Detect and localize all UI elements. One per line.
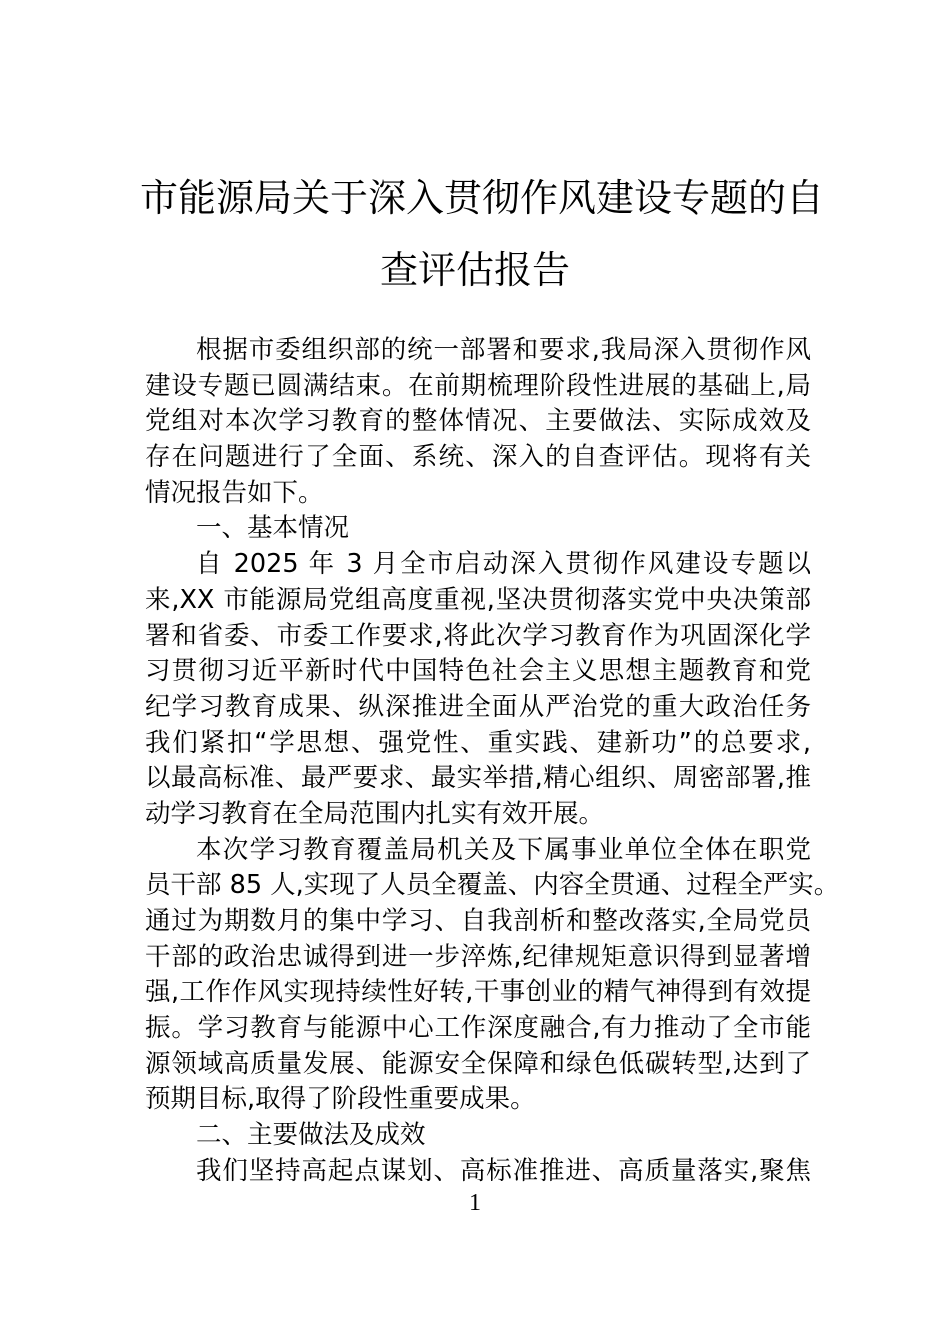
document-body — [145, 333, 840, 1190]
paragraph-2-line-7: 以最高标准、最严要求、最实举措,精心组织、周密部署,推 — [145, 763, 811, 794]
paragraph-2-line-8: 动学习教育在全局范围内扎实有效开展。 — [145, 798, 605, 829]
paragraph-3-line-6: 振。学习教育与能源中心工作深度融合,有力推动了全市能 — [145, 1013, 811, 1044]
paragraph-2-line-2: 来,XX 市能源局党组高度重视,坚决贯彻落实党中央决策部 — [145, 584, 811, 615]
paragraph-1-line-5: 情况报告如下。 — [145, 477, 324, 508]
paragraph-1-line-3: 党组对本次学习教育的整体情况、主要做法、实际成效及 — [145, 406, 811, 437]
paragraph-1-line-1: 根据市委组织部的统一部署和要求,我局深入贯彻作风 — [196, 335, 811, 365]
paragraph-3-line-8: 预期目标,取得了阶段性重要成果。 — [145, 1084, 536, 1115]
paragraph-4-line-1: 我们坚持高起点谋划、高标准推进、高质量落实,聚焦 — [196, 1155, 811, 1186]
title-line-2: 查评估报告 — [379, 248, 570, 292]
paragraph-2-line-1: 自 2025 年 3 月全市启动深入贯彻作风建设专题以 — [196, 549, 811, 580]
paragraph-3-line-2: 员干部 85 人,实现了人员全覆盖、内容全贯通、过程全严实。 — [145, 870, 840, 901]
paragraph-3-line-7: 源领域高质量发展、能源安全保障和绿色低碳转型,达到了 — [145, 1048, 811, 1079]
paragraph-2-line-5: 纪学习教育成果、纵深推进全面从严治党的重大政治任务 — [145, 691, 811, 722]
document-title — [140, 162, 825, 306]
section-heading-main-practices: 二、主要做法及成效 — [196, 1120, 426, 1151]
section-heading-basic-situation: 一、基本情况 — [196, 513, 350, 544]
page-number: 1 — [469, 1190, 481, 1216]
paragraph-2-line-3: 署和省委、市委工作要求,将此次学习教育作为巩固深化学 — [145, 620, 811, 651]
paragraph-3-line-5: 强,工作作风实现持续性好转,干事创业的精气神得到有效提 — [145, 977, 811, 1008]
paragraph-2-line-6: 我们紧扣“学思想、强党性、重实践、建新功”的总要求, — [145, 727, 811, 758]
paragraph-2-line-4: 习贯彻习近平新时代中国特色社会主义思想主题教育和党 — [145, 656, 811, 687]
paragraph-3-line-3: 通过为期数月的集中学习、自我剖析和整改落实,全局党员 — [145, 906, 811, 936]
paragraph-1-line-4: 存在问题进行了全面、系统、深入的自查评估。现将有关 — [145, 442, 811, 473]
paragraph-3-line-1: 本次学习教育覆盖局机关及下属事业单位全体在职党 — [196, 834, 811, 865]
paragraph-1-line-2: 建设专题已圆满结束。在前期梳理阶段性进展的基础上,局 — [145, 370, 811, 401]
title-line-1: 市能源局关于深入贯彻作风建设专题的自 — [140, 176, 825, 220]
paragraph-3-line-4: 干部的政治忠诚得到进一步淬炼,纪律规矩意识得到显著增 — [145, 941, 811, 972]
